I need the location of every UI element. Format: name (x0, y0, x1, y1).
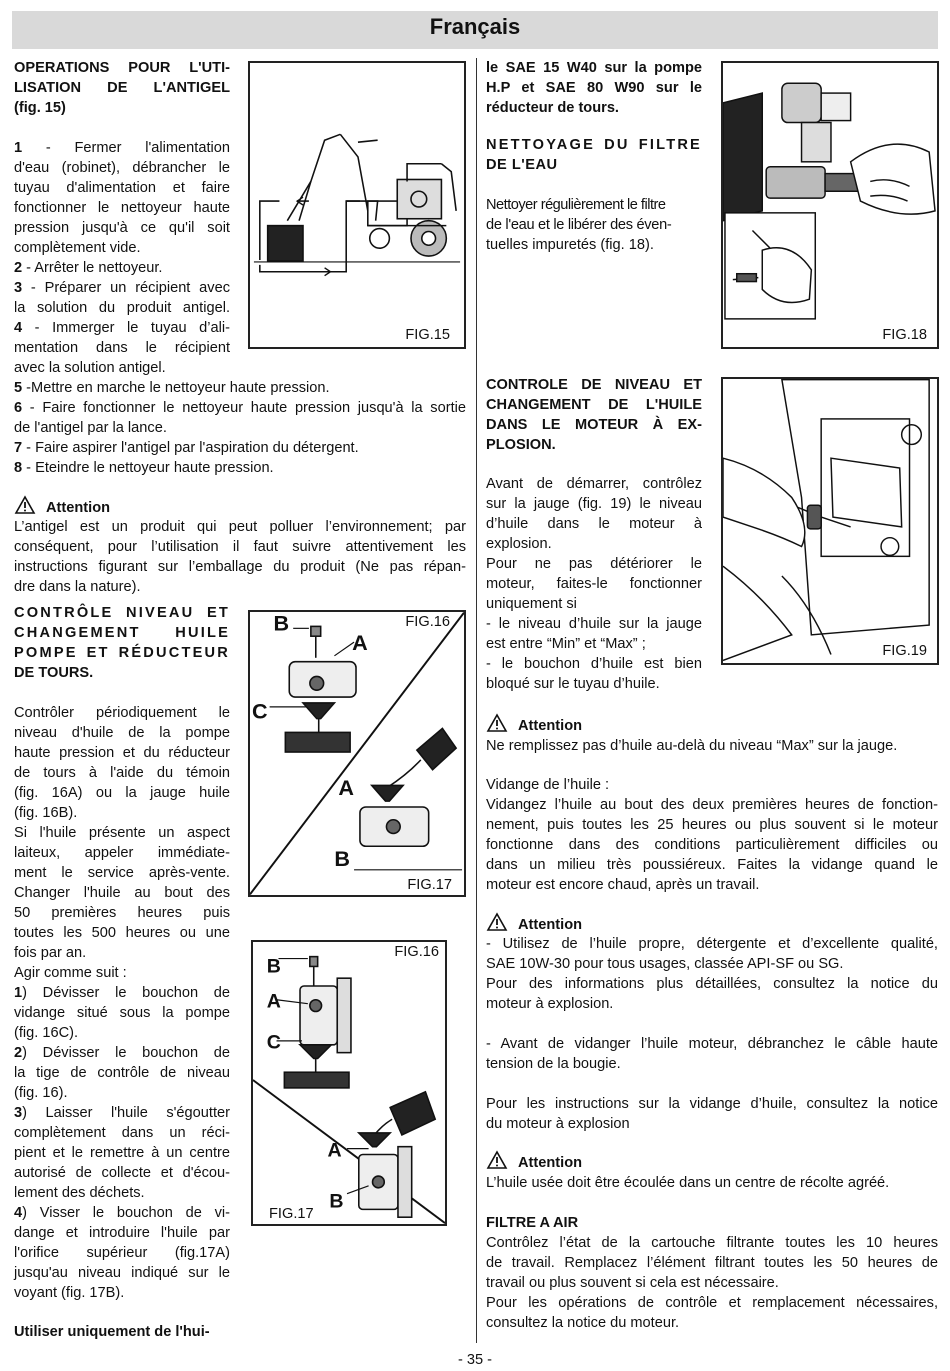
engine-oil-line: Avant de démarrer, contrôlez (486, 476, 702, 492)
pump-oil-line (14, 983, 230, 1003)
antifreeze-step-line (14, 418, 466, 438)
oil-type-text: le SAE 15 W40 sur la pompe H.P et SAE 80 W90 sur le réducteur de tours. (486, 60, 702, 116)
line-text: niveau d'huile de la pompe (14, 725, 230, 741)
engine-oil-heading: CONTROLE DE NIVEAU ET CHANGEMENT DE L'HUILE DANS LE MOTEUR À EX- PLOSION. (486, 377, 702, 453)
step-number: 4 (14, 320, 23, 336)
line-text: vidange situé sous la pompe (14, 1005, 230, 1021)
pump-oil-line (14, 803, 230, 823)
text-line (486, 1074, 938, 1094)
pump-oil-heading: CONTRÔLE NIVEAU ET CHANGEMENT HUILE POMPE ET RÉDUCTEUR DE TOURS. (14, 605, 230, 681)
line-text: lement des déchets. (14, 1185, 145, 1201)
pump-oil-line (14, 1163, 230, 1183)
line-text: Changer l'huile au bout des (14, 885, 230, 901)
figure-16-label: FIG.16 (394, 944, 439, 960)
line-text: haute pression et du réducteur (14, 745, 230, 761)
line-text: laiteux, appeler immédiate- (14, 845, 230, 861)
line-text: 50 premières heures puis (14, 905, 230, 921)
text-line: du moteur à explosion (486, 1116, 630, 1132)
step-text: - Immerger le tuyau d’ali- (22, 320, 230, 336)
line-text: ment le service après-vente. (14, 865, 230, 881)
text-line: moteur à explosion. (486, 996, 614, 1012)
step-number: 4 (14, 1205, 23, 1221)
pump-oil-line (14, 1083, 230, 1103)
label-b: B (334, 845, 351, 871)
engine-oil-line: uniquement si (486, 596, 577, 612)
text-line: Pour les opérations de contrôle et remplacement nécessaires, (486, 1295, 938, 1311)
attention-antifreeze: Attention (14, 495, 110, 516)
step-text: - Arrêter le nettoyeur. (22, 260, 163, 276)
attention-used-oil-text: L’huile usée doit être écoulée dans un centre de récolte agréé. (486, 1175, 890, 1191)
step-number: 2 (14, 1045, 23, 1061)
step-number: 1 (14, 140, 23, 156)
antifreeze-step-line (14, 198, 230, 218)
warning-icon (14, 495, 36, 515)
antifreeze-step-line (14, 158, 230, 178)
pump-oil-line (14, 1203, 230, 1223)
text-line: travail ou plus souvent si cela est nécessaire. (486, 1275, 779, 1291)
pump-oil-line (14, 1063, 230, 1083)
figure-16-17-bottom (251, 940, 447, 1226)
engine-oil-line: est entre “Min” et “Max” ; (486, 636, 646, 652)
line-text: complètement dans un réci- (14, 1125, 230, 1141)
antifreeze-step-line (14, 298, 230, 318)
attention-oil-quality-text (486, 934, 938, 1134)
pump-oil-text (14, 703, 230, 1303)
line-text: de tours à l'aide du témoin (14, 765, 230, 781)
step-number: 7 (14, 440, 23, 456)
line-text: (fig. 16B). (14, 805, 78, 821)
step-text: - Eteindre le nettoyeur haute pression. (22, 460, 274, 476)
line-text: ) Dévisser le bouchon de (22, 985, 230, 1001)
line-text: dange et introduire l'huile par (14, 1225, 230, 1241)
reducer-oil-change-illustration (253, 942, 445, 1224)
pump-oil-line (14, 943, 230, 963)
text-line: - Avant de vidanger l’huile moteur, débranchez le câble haute (486, 1036, 938, 1052)
line-text: Si l'huile présente un aspect (14, 825, 230, 841)
engine-oil-line: - le bouchon d’huile est bien (486, 656, 702, 672)
pump-oil-line (14, 1143, 230, 1163)
pump-oil-line (14, 723, 230, 743)
pump-oil-line (14, 823, 230, 843)
step-text: - Fermer l'alimentation (22, 140, 230, 156)
warning-icon (486, 1150, 508, 1170)
step-text: d'eau (robinet), débrancher le (14, 160, 230, 176)
label-b: B (329, 1190, 344, 1213)
attention-max-level: Attention (486, 713, 582, 734)
line-text: fois par an. (14, 945, 87, 961)
label-b: B (266, 955, 281, 978)
attention-used-oil: Attention (486, 1150, 582, 1171)
step-number: 2 (14, 260, 23, 276)
text-line: fonctionne dans des conditions particulièrement difficiles ou (486, 837, 938, 853)
figure-19-label: FIG.19 (882, 643, 927, 659)
step-text: fonctionner le nettoyeur haute (14, 200, 230, 216)
water-filter-text: Nettoyer régulièrement le filtre de l'eau et le libérer des éven- tuelles impuretés (fig. 18). (486, 197, 672, 253)
text-line: consultez la notice du moteur. (486, 1315, 680, 1331)
step-text: de l'antigel par la lance. (14, 420, 167, 436)
line-text: (fig. 16C). (14, 1025, 79, 1041)
water-filter-illustration (723, 63, 937, 347)
text-line: SAE 10W-30 pour tous usages, classée API-SF ou SG. (486, 956, 844, 972)
antifreeze-step-line (14, 218, 230, 238)
pump-oil-line (14, 1243, 230, 1263)
pump-oil-line (14, 903, 230, 923)
page-title: Français (429, 14, 521, 39)
text-line: Contrôlez l’état de la cartouche filtrante toutes les 10 heures (486, 1235, 938, 1251)
text-line: moteur est encore chaud, après un travail. (486, 877, 760, 893)
step-text: la solution du produit antigel. (14, 300, 230, 316)
line-text: la tige de contrôle de niveau (14, 1065, 230, 1081)
text-line: tension de la bougie. (486, 1056, 621, 1072)
antifreeze-step-line (14, 138, 230, 158)
antifreeze-step-line (14, 438, 466, 458)
air-filter-text (486, 1233, 938, 1333)
text-line: Pour les instructions sur la vidange d’huile, consultez la notice (486, 1096, 938, 1112)
step-text: mentation dans le récipient (14, 340, 230, 356)
antifreeze-step-line (14, 378, 466, 398)
attention-max-level-text: Ne remplissez pas d’huile au-delà du niveau “Max” sur la jauge. (486, 738, 898, 754)
step-number: 8 (14, 460, 23, 476)
line-text: (fig. 16A) ou la jauge huile (14, 785, 230, 801)
step-text: pression jusqu'à ce qu'il soit (14, 220, 230, 236)
line-text: pient et le remettre à un centre (14, 1145, 230, 1161)
step-number: 5 (14, 380, 23, 396)
pump-oil-line (14, 863, 230, 883)
figure-17-label: FIG.17 (407, 877, 452, 893)
attention-antifreeze-text: L’antigel est un produit qui peut polluer l’environnement; par conséquent, pour l’utilisation il faut suivre attentivement les instructions figurant sur l’emballage du produit (Ne pas répan- dre dans la nature). (14, 519, 466, 595)
line-text: ) Dévisser le bouchon de (22, 1045, 230, 1061)
engine-oil-line: bloqué sur le tuyau d’huile. (486, 676, 660, 692)
line-text: Contrôler périodiquement le (14, 705, 230, 721)
pump-oil-line (14, 1003, 230, 1023)
antifreeze-step-line (14, 178, 230, 198)
engine-oil-line: sur la jauge (fig. 19) le niveau (486, 496, 702, 512)
text-line: Vidange de l’huile : (486, 777, 610, 793)
warning-icon (486, 713, 508, 733)
engine-oil-line: Pour ne pas détériorer le (486, 556, 702, 572)
text-line: dans un milieu très poussiéreux. Faites la vidange quand le (486, 857, 938, 873)
text-line: Pour des informations plus détaillées, consultez la notice du (486, 976, 938, 992)
oil-drain-text (486, 775, 938, 895)
pump-oil-line (14, 843, 230, 863)
pump-oil-line (14, 1123, 230, 1143)
line-text: ) Visser le bouchon de vi- (22, 1205, 230, 1221)
line-text: toutes les 500 heures ou une (14, 925, 230, 941)
pump-oil-line (14, 1183, 230, 1203)
step-number: 3 (14, 1105, 23, 1121)
line-text: ) Laisser l'huile s'égoutter (22, 1105, 230, 1121)
line-text: jusqu'au niveau indiqué sur le (14, 1265, 230, 1281)
step-text: -Mettre en marche le nettoyeur haute pression. (22, 380, 330, 396)
line-text: voyant (fig. 17B). (14, 1285, 125, 1301)
figure-15-label: FIG.15 (405, 327, 450, 343)
step-text: - Faire fonctionner le nettoyeur haute pression jusqu'à la sortie (22, 400, 466, 416)
attention-oil-quality: Attention (486, 912, 582, 933)
figure-18 (721, 61, 939, 349)
step-number: 3 (14, 280, 23, 296)
pressure-washer-antifreeze-illustration (250, 63, 464, 347)
pump-oil-line (14, 703, 230, 723)
step-text: - Faire aspirer l'antigel par l'aspiration du détergent. (22, 440, 359, 456)
pump-oil-line (14, 883, 230, 903)
figure-15 (248, 61, 466, 349)
pump-oil-line (14, 1043, 230, 1063)
text-line (486, 1014, 938, 1034)
label-c: C (251, 698, 268, 724)
label-b: B (273, 612, 290, 636)
text-line: Vidangez l’huile au bout des deux premières heures de fonction- (486, 797, 938, 813)
label-a: A (266, 990, 281, 1013)
antifreeze-step-line (14, 258, 230, 278)
label-c: C (266, 1031, 281, 1054)
figure-16-label: FIG.16 (405, 614, 450, 630)
pump-oil-line (14, 1283, 230, 1303)
antifreeze-step-line (14, 358, 230, 378)
pump-oil-footer: Utiliser uniquement de l'hui- (14, 1324, 210, 1340)
pump-oil-line (14, 1223, 230, 1243)
figure-19 (721, 377, 939, 665)
label-a: A (338, 775, 354, 801)
line-text: (fig. 16). (14, 1085, 68, 1101)
antifreeze-step-line (14, 278, 230, 298)
text-line: nement, puis toutes les 25 heures ou plus souvent si le moteur (486, 817, 938, 833)
label-a: A (352, 629, 368, 655)
antifreeze-step-line (14, 318, 230, 338)
engine-dipstick-illustration (723, 379, 937, 663)
pump-oil-change-illustration (250, 612, 464, 895)
step-text: complètement vide. (14, 240, 141, 256)
line-text: Agir comme suit : (14, 965, 127, 981)
step-number: 6 (14, 400, 23, 416)
column-divider (476, 58, 477, 1343)
step-text: tuyau d'alimentation et faire (14, 180, 230, 196)
pump-oil-line (14, 1263, 230, 1283)
text-line: - Utilisez de l’huile propre, détergente et d’excellente qualité, (486, 936, 938, 952)
air-filter-heading: FILTRE A AIR (486, 1215, 579, 1231)
engine-oil-line: moteur, faites-le fonctionner (486, 576, 702, 592)
text-line: de travail. Remplacez l’élément filtrant toutes les 50 heures de (486, 1255, 938, 1271)
engine-oil-line: - le niveau d’huile sur la jauge (486, 616, 702, 632)
step-number: 1 (14, 985, 23, 1001)
antifreeze-step-line (14, 338, 230, 358)
pump-oil-line (14, 963, 230, 983)
pump-oil-line (14, 743, 230, 763)
figure-18-label: FIG.18 (882, 327, 927, 343)
antifreeze-step-line (14, 458, 466, 478)
line-text: autorisé de collecte et d'écou- (14, 1165, 230, 1181)
engine-oil-line: d’huile dans le moteur à (486, 516, 702, 532)
step-text: - Préparer un récipient avec (22, 280, 230, 296)
line-text: l'orifice supérieur (fig.17A) (14, 1245, 230, 1261)
pump-oil-line (14, 1103, 230, 1123)
pump-oil-line (14, 1023, 230, 1043)
figure-17-label: FIG.17 (269, 1206, 314, 1222)
antifreeze-heading: OPERATIONS POUR L'UTI- LISATION DE L'ANTIGEL (fig. 15) (14, 60, 230, 116)
figure-16-17-top (248, 610, 466, 897)
warning-icon (486, 912, 508, 932)
pump-oil-line (14, 783, 230, 803)
engine-oil-text (486, 474, 702, 694)
antifreeze-step-line (14, 398, 466, 418)
step-text: avec la solution antigel. (14, 360, 166, 376)
page-number: - 35 - (457, 1352, 493, 1368)
engine-oil-line: explosion. (486, 536, 552, 552)
pump-oil-line (14, 763, 230, 783)
label-a: A (327, 1139, 342, 1162)
pump-oil-line (14, 923, 230, 943)
water-filter-heading: NETTOYAGE DU FILTRE DE L'EAU (486, 137, 702, 173)
antifreeze-step-line (14, 238, 230, 258)
